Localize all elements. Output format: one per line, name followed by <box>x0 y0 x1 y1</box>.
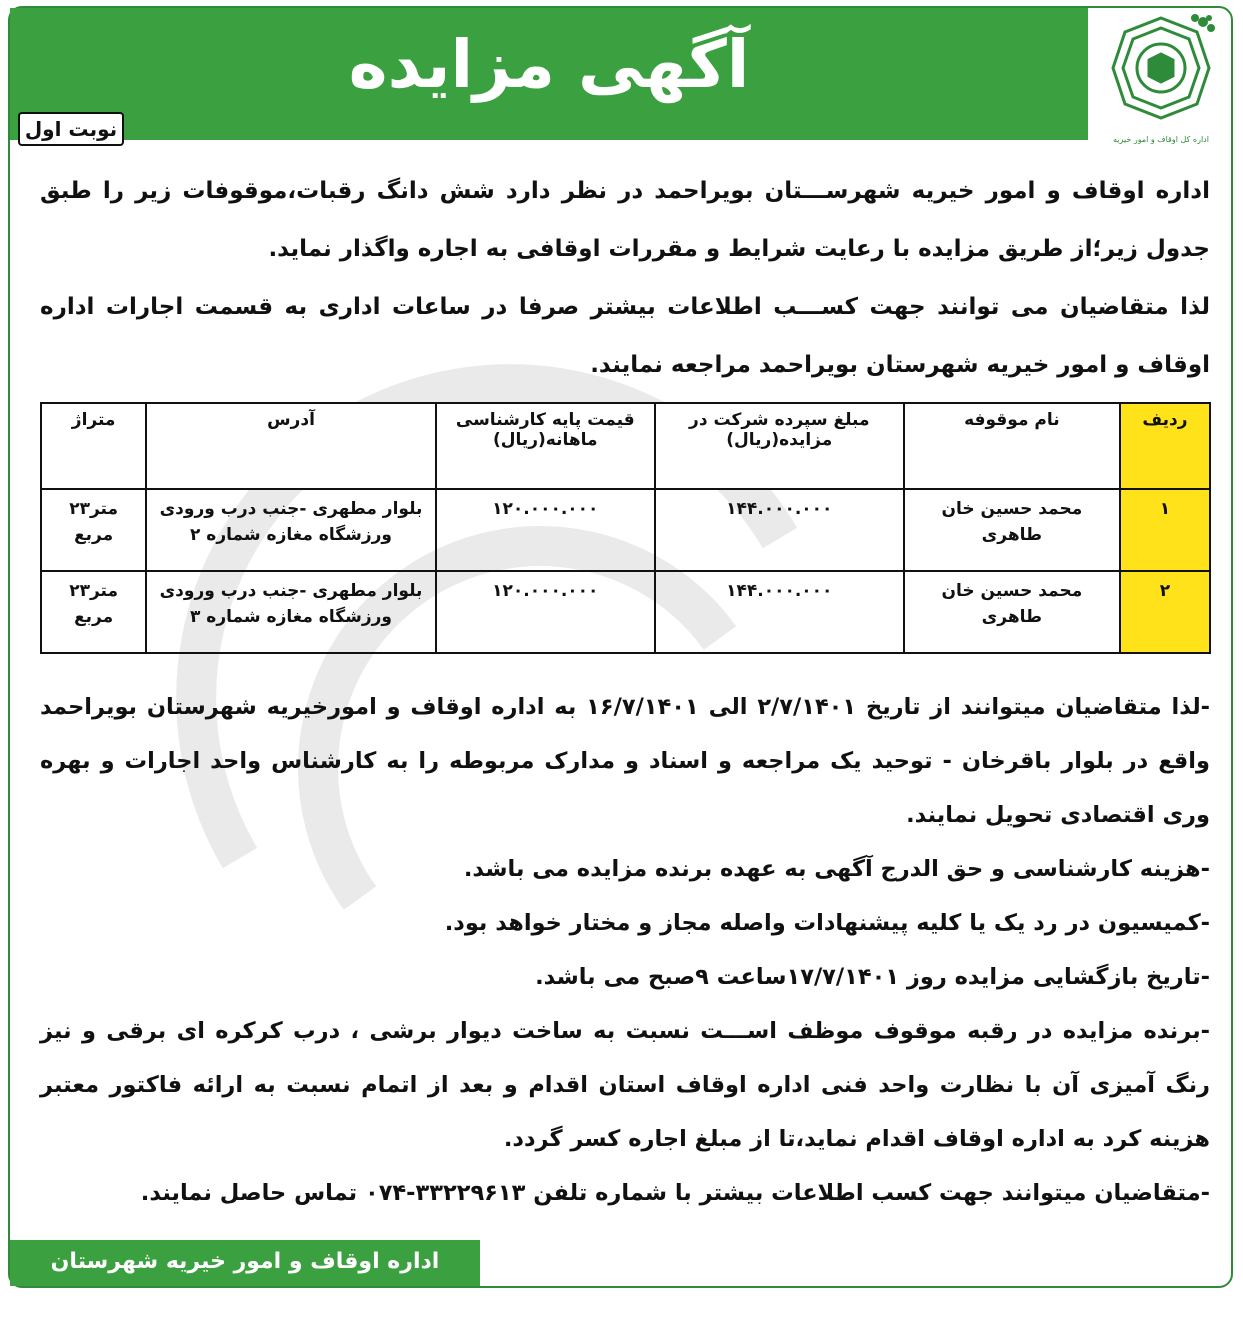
logo-caption: اداره کل اوقاف و امور خیریه <box>1113 135 1209 144</box>
intro-paragraph-2: لذا متقاضیان می توانند جهت کســـب اطلاعات بیشتر صرفا در ساعات اداری به قسمت اجارات اداره اوقاف و امور خیریه شهرستان بویراحمد مراجعه نمایند. <box>40 294 1210 378</box>
intro-text <box>40 162 1210 394</box>
cell-row-number: ۲ <box>1120 571 1210 653</box>
cell-name: محمد حسین خان طاهری <box>904 571 1120 653</box>
table-row <box>41 571 1210 653</box>
awqaf-emblem-icon <box>1097 10 1225 130</box>
conditions-list <box>40 680 1210 1220</box>
footer-org-name: اداره اوقاف و امور خیریه شهرستان بویراحمد <box>10 1240 480 1286</box>
header-row-number: ردیف <box>1120 403 1210 489</box>
cell-address: بلوار مطهری -جنب درب ورودی ورزشگاه مغازه شماره ۲ <box>146 489 436 571</box>
cell-base-price: ۱۲۰.۰۰۰.۰۰۰ <box>436 571 655 653</box>
awqaf-logo <box>1097 10 1225 146</box>
condition-item: -برنده مزایده در رقبه موقوف موظف اســـت نسبت به ساخت دیوار برشی ، درب کرکره ای برقی و نیز رنگ آمیزی آن با نظارت واحد فنی اداره اوقاف استان اقدام و بعد از اتمام نسبت به ارائه فاکتور معتبر هزینه کرد به اداره اوقاف اقدام نماید،تا از مبلغ اجاره کسر گردد. <box>40 1018 1210 1152</box>
table-header-row <box>41 403 1210 489</box>
condition-item: -هزینه کارشناسی و حق الدرج آگهی به عهده برنده مزایده می باشد. <box>463 856 1210 882</box>
header-base-price: قیمت پایه کارشناسی ماهانه(ریال) <box>436 403 655 489</box>
cell-area: متر۲۳ مربع <box>41 571 146 653</box>
auction-table <box>40 402 1211 654</box>
cell-deposit: ۱۴۴.۰۰۰.۰۰۰ <box>655 571 904 653</box>
condition-item: -متقاضیان میتوانند جهت کسب اطلاعات بیشتر با شماره تلفن ۳۳۲۲۹۶۱۳-۰۷۴ تماس حاصل نمایند. <box>140 1180 1210 1206</box>
header-address: آدرس <box>146 403 436 489</box>
condition-item: -تاریخ بازگشایی مزایده روز ۱۷/۷/۱۴۰۱ساعت ۹صبح می باشد. <box>535 964 1210 990</box>
cell-row-number: ۱ <box>1120 489 1210 571</box>
cell-name: محمد حسین خان طاهری <box>904 489 1120 571</box>
round-badge: نوبت اول <box>18 112 124 146</box>
table-row <box>41 489 1210 571</box>
cell-area: متر۲۳ مربع <box>41 489 146 571</box>
condition-item: -کمیسیون در رد یک یا کلیه پیشنهادات واصله مجاز و مختار خواهد بود. <box>444 910 1210 936</box>
cell-base-price: ۱۲۰.۰۰۰.۰۰۰ <box>436 489 655 571</box>
cell-deposit: ۱۴۴.۰۰۰.۰۰۰ <box>655 489 904 571</box>
header-deposit: مبلغ سپرده شرکت در مزایده(ریال) <box>655 403 904 489</box>
header-name: نام موقوفه <box>904 403 1120 489</box>
header-area: متراژ <box>41 403 146 489</box>
cell-address: بلوار مطهری -جنب درب ورودی ورزشگاه مغازه شماره ۳ <box>146 571 436 653</box>
page-title: آگهی مزایده <box>348 26 750 103</box>
condition-item: -لذا متقاضیان میتوانند از تاریخ ۲/۷/۱۴۰۱ الی ۱۶/۷/۱۴۰۱ به اداره اوقاف و امورخیریه شهرستان بویراحمد واقع در بلوار باقرخان - توحید یک مراجعه و اسناد و مدارک مربوطه را به کارشناس واحد اجارات و بهره وری اقتصادی تحویل نمایند. <box>40 694 1210 828</box>
header-band <box>10 8 1088 140</box>
notice-frame <box>8 6 1233 1318</box>
intro-paragraph-1: اداره اوقاف و امور خیریه شهرســـتان بویراحمد در نظر دارد شش دانگ رقبات،موقوفات زیر را طبق جدول زیر؛از طریق مزایده با رعایت شرایط و مقررات اوقافی به اجاره واگذار نماید. <box>40 178 1210 262</box>
